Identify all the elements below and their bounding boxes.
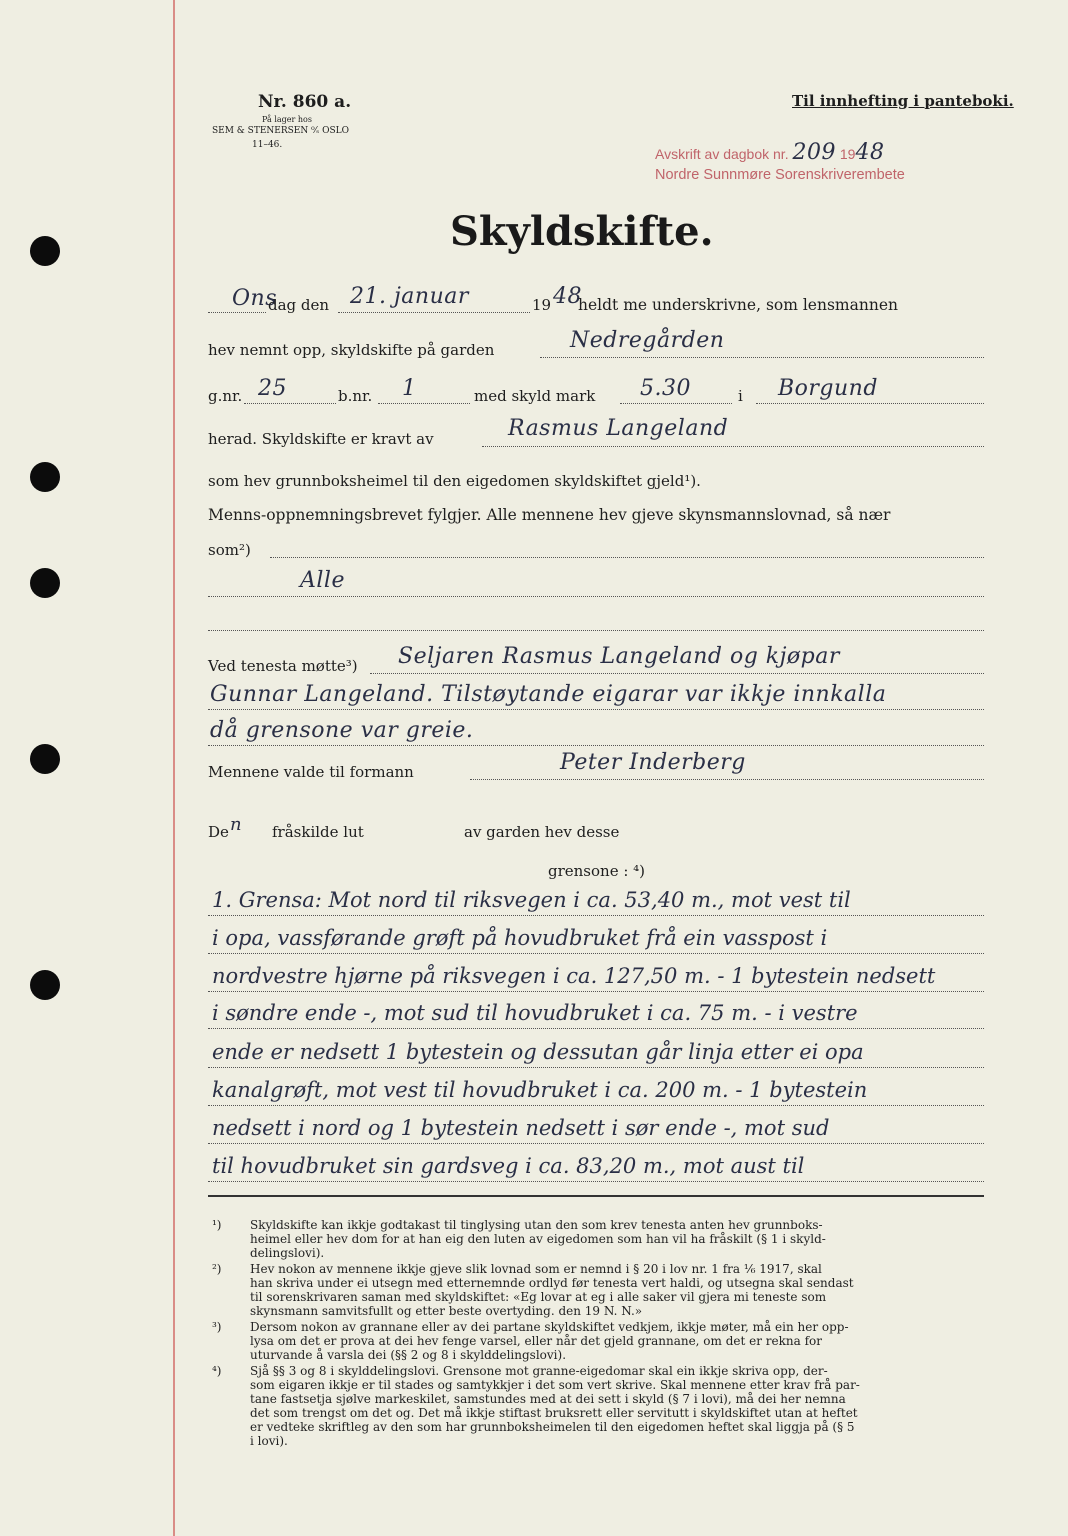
footnote-mark: ¹) (212, 1218, 222, 1232)
label-i: i (738, 387, 743, 405)
date-value: 21. januar (350, 284, 469, 309)
stamp-year-prefix: 19 (839, 146, 856, 162)
footnote-divider (208, 1195, 984, 1197)
fill-line (620, 403, 732, 404)
label-av-garden: av garden hev desse (464, 823, 620, 841)
fill-line (208, 1028, 984, 1029)
fill-line (208, 596, 984, 597)
boundary-line: 1. Grensa: Mot nord til riksvegen i ca. 53,40 m., mot vest til (212, 888, 851, 912)
footnote-line: skynsmann samvitsfullt og etter beste overtyding. den 19 N. N.» (250, 1304, 643, 1318)
stamp-year: 48 (855, 140, 885, 165)
fill-line (208, 991, 984, 992)
fill-line (370, 673, 984, 674)
binding-note: Til innhefting i panteboki. (792, 92, 1014, 110)
label-gnr: g.nr. (208, 387, 243, 405)
bnr-value: 1 (402, 376, 417, 401)
boundary-line: til hovudbruket sin gardsveg i ca. 83,20 m., mot aust til (212, 1154, 805, 1178)
label-formann: Mennene valde til formann (208, 763, 414, 781)
punch-hole (30, 970, 60, 1000)
footnote-mark: ⁴) (212, 1364, 222, 1378)
footnote-mark: ³) (212, 1320, 222, 1334)
fill-line (482, 446, 984, 447)
som-value: Alle (300, 568, 345, 593)
fill-line (208, 1143, 984, 1144)
fill-line (208, 953, 984, 954)
publisher-line: 11–46. (252, 140, 283, 150)
fill-line (338, 312, 530, 313)
punch-hole (30, 568, 60, 598)
label-bnr: b.nr. (338, 387, 373, 405)
mott-line: Gunnar Langeland. Tilstøytande eigarar var ikkje innkalla (210, 682, 887, 707)
mott-line: Seljaren Rasmus Langeland og kjøpar (398, 644, 840, 669)
fill-line (208, 630, 984, 631)
weekday-value: Ons (232, 286, 277, 311)
punch-hole (30, 744, 60, 774)
punch-hole (30, 462, 60, 492)
label-hev-nemnt: hev nemnt opp, skyldskifte på garden (208, 341, 495, 359)
footnote-line: i lovi). (250, 1434, 288, 1448)
footnote-line: delingslovi). (250, 1246, 325, 1260)
footnote-line: Skyldskifte kan ikkje godtakast til tinglysing utan den som krev tenesta anten hev grunnboks- (250, 1218, 823, 1232)
garden-value: Nedregården (570, 328, 725, 353)
footnote-line: heimel eller hev dom for at han eig den luten av eigedomen som han vil ha fråskilt (§ 1 i skyld- (250, 1232, 826, 1246)
label-heldt: heldt me underskrivne, som lensmannen (578, 296, 898, 314)
label-den: De (208, 823, 229, 841)
form-number: Nr. 860 a. (258, 92, 352, 112)
herad-value: Borgund (778, 376, 878, 401)
mott-line: då grensone var greie. (210, 718, 474, 743)
boundary-line: i opa, vassførande grøft på hovudbruket frå ein vasspost i (212, 926, 828, 950)
fill-line (208, 312, 266, 313)
footnote-line: det som trengst om det og. Det må ikkje stiftast bruksrett eller servitutt i skyldskiftet utan at heftet (250, 1406, 858, 1420)
grunnbok-text: som hev grunnboksheimel til den eigedomen skyldskiftet gjeld¹). (208, 472, 701, 490)
label-year: 19 (532, 296, 552, 314)
footnote-line: han skriva under ei utsegn med etternemnde ordlyd før tenesta vert haldi, og utsegna skal sendast (250, 1276, 854, 1290)
publisher-line: På lager hos (262, 115, 312, 124)
footnote-line: er vedteke skriftleg av den som har grunnboksheimelen til den eigedomen heftet skal liggja på (§ 5 (250, 1420, 855, 1434)
stamp-office: Nordre Sunnmøre Sorenskriverembete (655, 167, 905, 183)
boundary-line: nordvestre hjørne på riksvegen i ca. 127,50 m. - 1 bytestein nedsett (212, 964, 936, 988)
fill-line (270, 557, 984, 558)
label-herad: herad. Skyldskifte er kravt av (208, 430, 434, 448)
label-med-skyld: med skyld mark (474, 387, 596, 405)
stamp-prefix: Avskrift av dagbok nr. (655, 146, 789, 162)
den-suffix: n (230, 814, 243, 835)
red-margin-line (173, 0, 175, 1536)
formann-value: Peter Inderberg (560, 750, 746, 775)
label-grensone: grensone : ⁴) (548, 862, 646, 880)
menns-text: Menns-oppnemningsbrevet fylgjer. Alle mennene hev gjeve skynsmannslovnad, så nær (208, 506, 891, 524)
fill-line (756, 403, 984, 404)
boundary-line: i søndre ende -, mot sud til hovudbruket i ca. 75 m. - i vestre (212, 1001, 858, 1025)
fill-line (208, 1067, 984, 1068)
footnote-line: som eigaren ikkje er til stades og samtykkjer i det som vert skrive. Skal mennene etter krav frå par- (250, 1378, 860, 1392)
footnote-line: Sjå §§ 3 og 8 i skylddelingslovi. Grensone mot granne-eigedomar skal ein ikkje skriva opp, der- (250, 1364, 828, 1378)
page-title: Skyldskifte. (450, 208, 714, 255)
fill-line (208, 709, 984, 710)
fill-line (378, 403, 470, 404)
footnote-mark: ²) (212, 1262, 222, 1276)
label-fraskilde: fråskilde lut (272, 823, 364, 841)
fill-line (470, 779, 984, 780)
fill-line (208, 745, 984, 746)
publisher-line: SEM & STENERSEN ⁰⁄ₛ OSLO (212, 126, 350, 136)
footnote-line: Dersom nokon av grannane eller av dei partane skyldskiftet vedkjem, ikkje møter, må ein her opp- (250, 1320, 849, 1334)
punch-hole (30, 236, 60, 266)
footnote-line: tane fastsetja sjølve markeskilet, samstundes med at dei sett i skyld (§ 7 i lovi), må dei her nemna (250, 1392, 846, 1406)
footnote-line: lysa om det er prova at dei hev fenge varsel, eller når det gjeld grannane, om det er rekna for (250, 1334, 823, 1348)
label-ved-tenesta: Ved tenesta møtte³) (208, 657, 358, 675)
year-value: 48 (553, 284, 582, 309)
footnote-line: Hev nokon av mennene ikkje gjeve slik lovnad som er nemnd i § 20 i lov nr. 1 fra ⅙ 1917, skal (250, 1262, 822, 1276)
fill-line (244, 403, 336, 404)
stamp-number: 209 (792, 140, 836, 165)
boundary-line: nedsett i nord og 1 bytestein nedsett i sør ende -, mot sud (212, 1116, 830, 1140)
kravt-av-value: Rasmus Langeland (508, 416, 729, 441)
fill-line (540, 357, 984, 358)
fill-line (208, 1105, 984, 1106)
footnote-line: uturvande å varsla dei (§§ 2 og 8 i skylddelingslovi). (250, 1348, 567, 1362)
boundary-line: ende er nedsett 1 bytestein og dessutan går linja etter ei opa (212, 1040, 864, 1064)
footnote-line: til sorenskrivaren saman med skyldskiftet: «Eg lovar at eg i alle saker vil gjera mi teneste som (250, 1290, 827, 1304)
fill-line (208, 1181, 984, 1182)
gnr-value: 25 (258, 376, 287, 401)
stamp-line (655, 140, 884, 165)
boundary-line: kanalgrøft, mot vest til hovudbruket i ca. 200 m. - 1 bytestein (212, 1078, 868, 1102)
skyld-value: 5.30 (640, 376, 691, 401)
label-som: som²) (208, 541, 251, 559)
label-dag-den: dag den (268, 296, 330, 314)
fill-line (208, 915, 984, 916)
